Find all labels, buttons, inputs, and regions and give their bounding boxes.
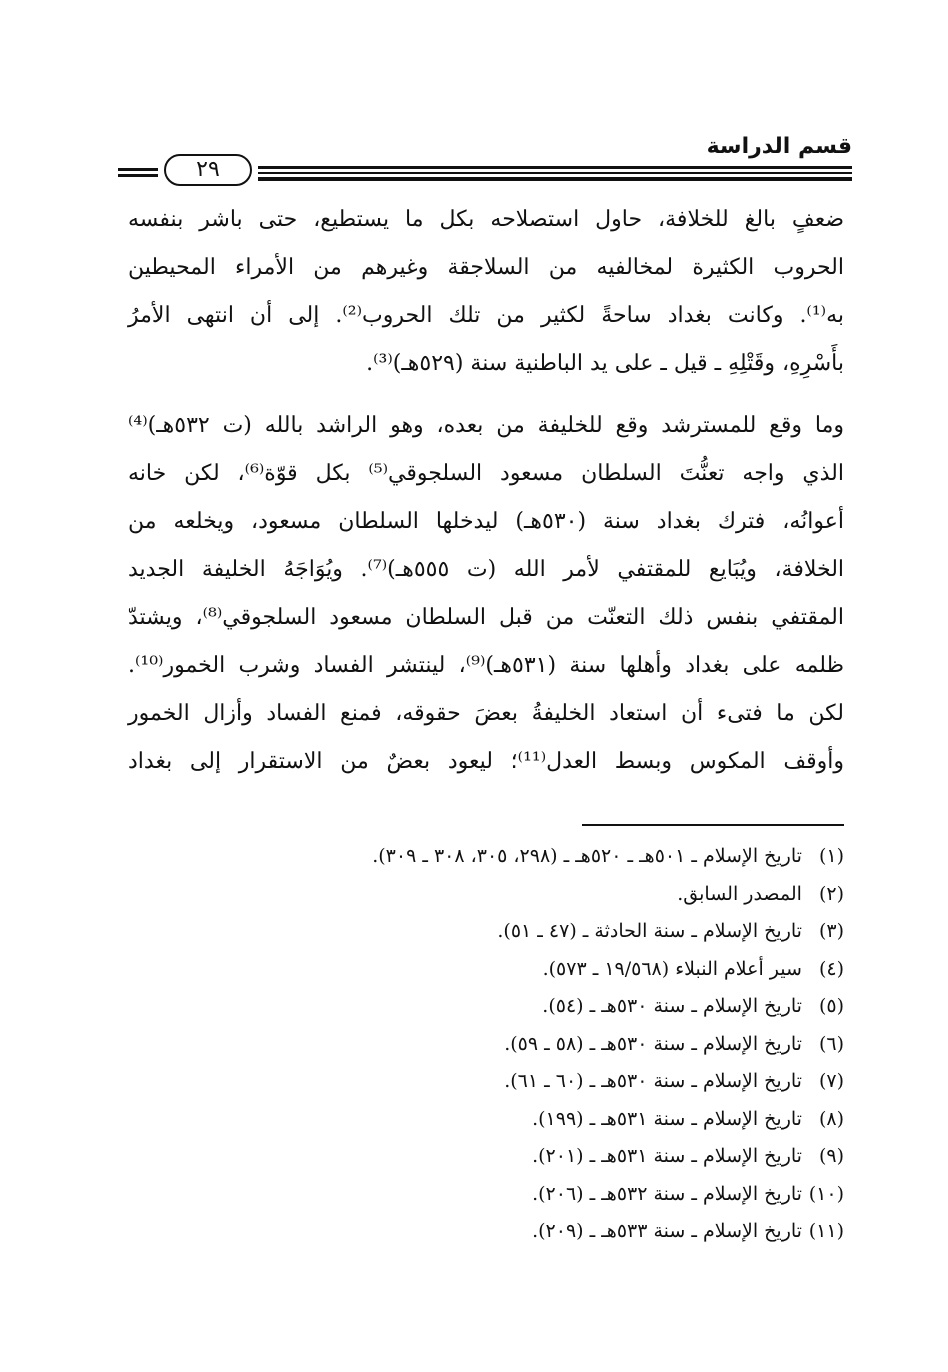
footnote-text: تاريخ الإسلام ـ ٥٠١هـ ـ ٥٢٠هـ ـ (٢٩٨، ٣٠٥، ٣٠٨ ـ ٣٠٩). <box>372 845 802 867</box>
footnote <box>224 913 844 951</box>
header-rule-right-1 <box>258 166 852 169</box>
footnote <box>224 876 844 914</box>
page-number: ٢٩ <box>164 154 252 186</box>
header-rule-left-top <box>118 168 158 171</box>
text-line: به⁽¹⁾. وكانت بغداد ساحةً لكثير من تلك الحروب⁽²⁾. إلى أن انتهى الأمرُ <box>128 303 844 328</box>
footnote <box>224 1138 844 1176</box>
header-rule-right-2 <box>258 172 852 174</box>
text-line: ضعفٍ بالغ للخلافة، حاول استصلاحه بكل ما يستطيع، حتى باشر بنفسه <box>128 207 844 232</box>
text-line: ظلمه على بغداد وأهلها سنة (٥٣١هـ)⁽⁹⁾، لينتشر الفساد وشرب الخمور⁽¹⁰⁾. <box>128 653 844 678</box>
text-line: وما وقع للمسترشد وقع للخليفة من بعده، وهو الراشد بالله (ت ٥٣٢هـ)⁽⁴⁾ <box>128 413 844 438</box>
footnote-number: (٩) <box>818 1145 844 1167</box>
footnote-number: (٢) <box>818 882 844 905</box>
text-line: المقتفي بنفس ذلك التعنّت من قبل السلطان مسعود السلجوقي⁽⁸⁾، ويشتدّ <box>128 605 844 630</box>
footnote <box>224 1026 844 1064</box>
footnote <box>224 1101 844 1139</box>
footnote-separator <box>582 824 844 826</box>
footnote <box>224 838 844 876</box>
page-header <box>118 132 852 192</box>
footnote-number: (١٠) <box>808 1182 844 1205</box>
footnote-number: (٦) <box>818 1032 844 1055</box>
footnote-text: سير أعلام النبلاء (١٩/٥٦٨ ـ ٥٧٣). <box>542 957 802 980</box>
footnote-text: تاريخ الإسلام ـ سنة ٥٣١هـ ـ (٢٠١). <box>532 1145 802 1167</box>
footnote <box>224 988 844 1026</box>
footnote-text: تاريخ الإسلام ـ سنة الحادثة ـ (٤٧ ـ ٥١). <box>497 920 802 942</box>
text-line: الحروب الكثيرة لمخالفيه من السلاجقة وغيرهم من الأمراء المحيطين <box>128 255 844 280</box>
footnote-text: تاريخ الإسلام ـ سنة ٥٣٠هـ ـ (٥٤). <box>542 995 802 1017</box>
footnote <box>224 1176 844 1214</box>
footnote-number: (٧) <box>818 1070 844 1092</box>
footnote-number: (٤) <box>818 957 844 980</box>
text-line: وأوقف المكوس وبسط العدل⁽¹¹⁾؛ ليعود بعضٌ من الاستقرار إلى بغداد <box>128 749 844 774</box>
footnote-number: (٨) <box>818 1107 844 1130</box>
footnote-text: تاريخ الإسلام ـ سنة ٥٣٢هـ ـ (٢٠٦). <box>532 1182 802 1205</box>
footnote-text: تاريخ الإسلام ـ سنة ٥٣٣هـ ـ (٢٠٩). <box>532 1220 802 1242</box>
footnote <box>224 951 844 989</box>
main-text <box>128 196 844 786</box>
header-rule-left-bottom <box>118 174 158 177</box>
text-line: لكن ما فتىء أن استعاد الخليفةُ بعضَ حقوقه، فمنع الفساد وأزال الخمور <box>128 701 844 726</box>
footnote-text: المصدر السابق. <box>677 882 802 905</box>
footnote-text: تاريخ الإسلام ـ سنة ٥٣١هـ ـ (١٩٩). <box>532 1107 802 1130</box>
footnotes <box>224 838 844 1251</box>
footnote-number: (١١) <box>808 1220 844 1242</box>
footnote <box>224 1063 844 1101</box>
text-line: أعوانُه، فترك بغداد سنة (٥٣٠هـ) ليدخلها السلطان مسعود، ويخلعه من <box>128 509 844 534</box>
header-rule-right-3 <box>258 177 852 181</box>
text-line: بأَسْرِهِ، وقَتْلِهِ ـ قيل ـ على يد الباطنية سنة (٥٢٩هـ)⁽³⁾. <box>366 351 844 376</box>
text-line: الذي واجه تعنُّتَ السلطان مسعود السلجوقي⁽⁵⁾ بكل قوّة⁽⁶⁾، لكن خانه <box>128 461 844 486</box>
text-line: الخلافة، ويُبَايع للمقتفي لأمر الله (ت ٥٥٥هـ)⁽⁷⁾. ويُوَاجَهُ الخليفة الجديد <box>128 557 845 582</box>
section-title: قسم الدراسة <box>706 134 852 159</box>
footnote <box>224 1213 844 1251</box>
footnote-number: (٥) <box>818 995 844 1017</box>
footnote-text: تاريخ الإسلام ـ سنة ٥٣٠هـ ـ (٦٠ ـ ٦١). <box>504 1070 802 1092</box>
footnote-text: تاريخ الإسلام ـ سنة ٥٣٠هـ ـ (٥٨ ـ ٥٩). <box>504 1032 802 1055</box>
footnote-number: (٣) <box>818 920 844 942</box>
footnote-number: (١) <box>818 845 844 867</box>
